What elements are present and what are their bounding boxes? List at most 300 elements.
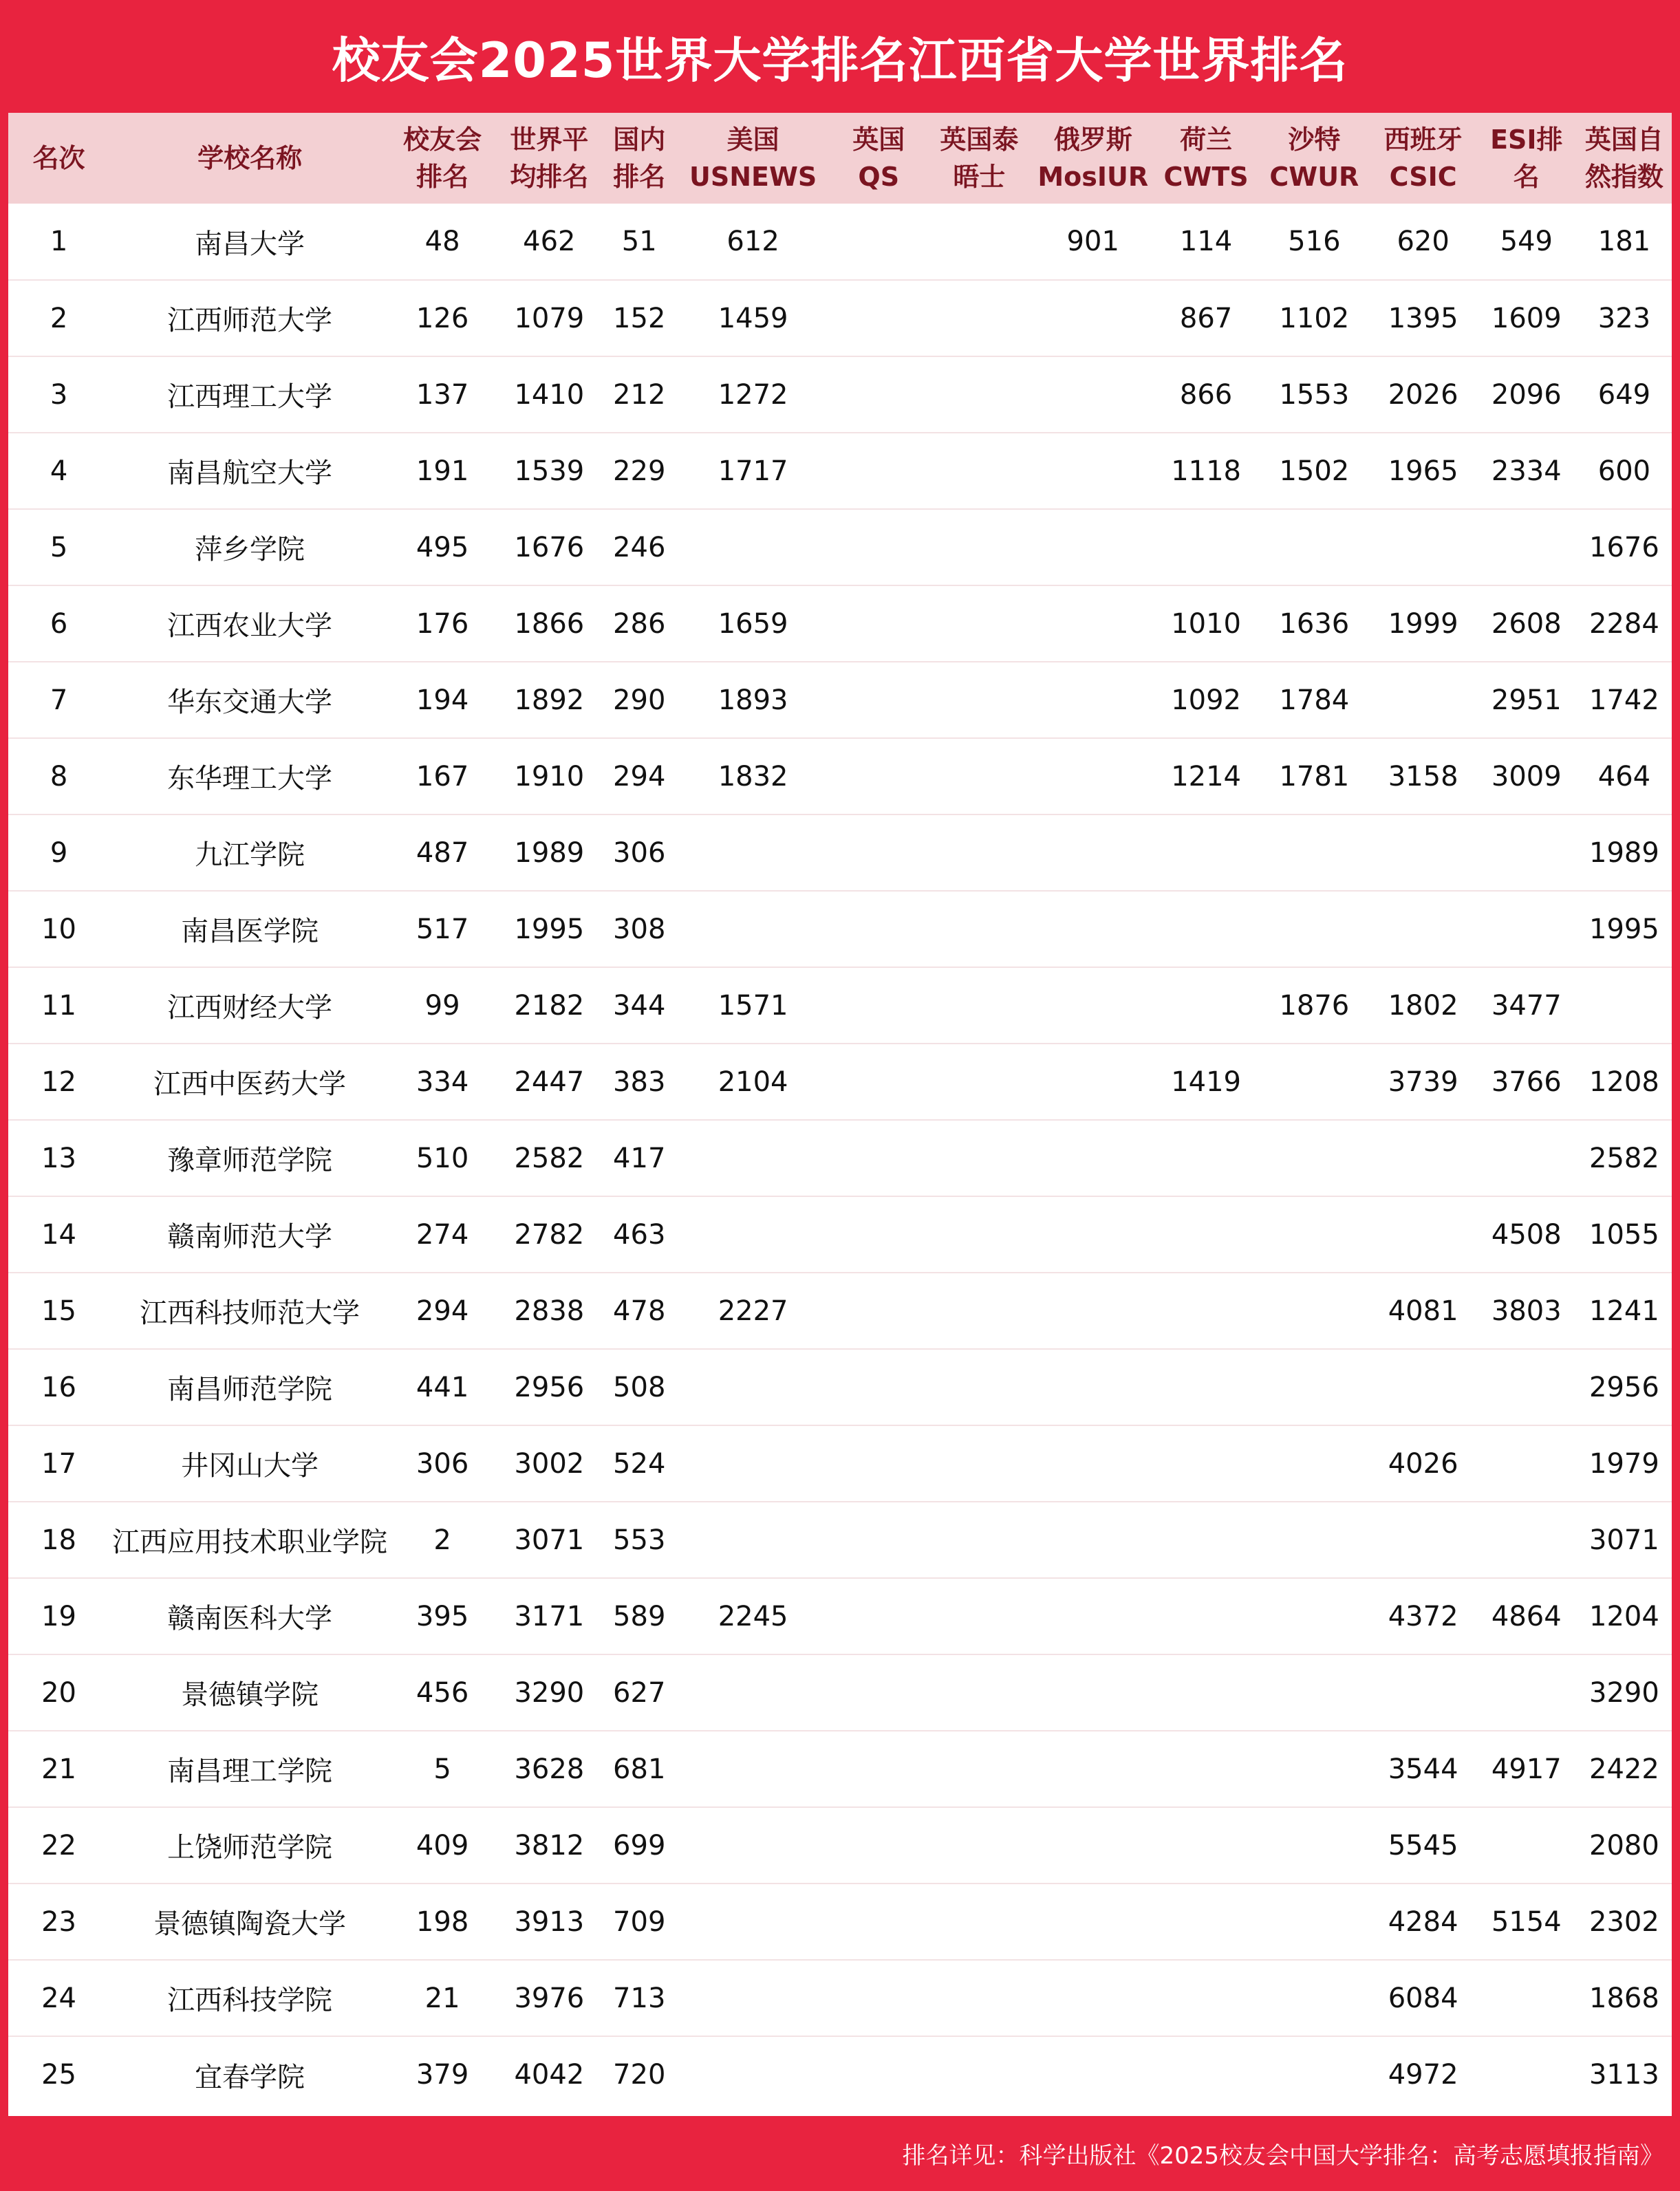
column-header-alumni-rank: 校友会 排名 <box>403 125 482 192</box>
cell-school-name: 萍乡学院 <box>195 534 305 565</box>
cell-saudi-cwur <box>1258 1578 1370 1654</box>
cell-uk-nature-index: 2302 <box>1589 1906 1659 1938</box>
table-row <box>8 1807 1672 1884</box>
column-header-saudi-cwur: 沙特 CWUR <box>1269 125 1359 192</box>
cell-us-usnews <box>675 814 831 891</box>
cell-alumni-rank: 409 <box>416 1829 469 1861</box>
cell-us-usnews: 1459 <box>718 302 788 334</box>
cell-esi-rank <box>1476 2036 1577 2113</box>
cell-school-name: 江西理工大学 <box>167 381 333 413</box>
cell-school-name: 东华理工大学 <box>167 763 333 795</box>
cell-school-name: 赣南师范大学 <box>167 1221 333 1253</box>
cell-uk-times <box>926 738 1032 814</box>
cell-spain-csic <box>1370 814 1476 891</box>
cell-us-usnews <box>675 1349 831 1425</box>
cell-uk-nature-index: 1995 <box>1589 913 1659 945</box>
cell-rank: 17 <box>41 1447 77 1480</box>
cell-domestic-rank: 553 <box>613 1524 666 1556</box>
cell-alumni-rank: 198 <box>416 1906 469 1938</box>
cell-us-usnews: 2104 <box>718 1066 788 1098</box>
cell-uk-nature-index: 464 <box>1597 760 1651 792</box>
cell-russia-mosiur <box>1032 1196 1154 1273</box>
cell-rank: 15 <box>41 1295 77 1327</box>
cell-russia-mosiur <box>1032 967 1154 1044</box>
cell-domestic-rank: 290 <box>613 684 666 716</box>
cell-rank: 14 <box>41 1218 77 1251</box>
cell-world-average-rank: 2182 <box>514 989 585 1022</box>
column-header-domestic-rank: 国内 排名 <box>613 125 666 192</box>
cell-spain-csic <box>1370 662 1476 738</box>
cell-uk-times <box>926 1578 1032 1654</box>
cell-world-average-rank: 2838 <box>514 1295 585 1327</box>
cell-us-usnews <box>675 2036 831 2113</box>
cell-world-average-rank: 1910 <box>514 760 585 792</box>
cell-uk-nature-index: 1055 <box>1589 1218 1659 1251</box>
column-header-uk-qs: 英国 QS <box>852 125 905 192</box>
cell-domestic-rank: 306 <box>613 837 666 869</box>
cell-world-average-rank: 3290 <box>514 1676 585 1709</box>
cell-esi-rank <box>1476 1960 1577 2036</box>
cell-uk-times <box>926 509 1032 585</box>
cell-netherlands-cwts <box>1154 1731 1258 1807</box>
cell-saudi-cwur: 1502 <box>1279 455 1350 487</box>
cell-alumni-rank: 274 <box>416 1218 469 1251</box>
cell-school-name: 南昌医学院 <box>181 916 319 947</box>
cell-spain-csic <box>1370 1502 1476 1578</box>
cell-domestic-rank: 417 <box>613 1142 666 1174</box>
table-row <box>8 814 1672 891</box>
cell-us-usnews <box>675 1960 831 2036</box>
cell-domestic-rank: 709 <box>613 1906 666 1938</box>
cell-russia-mosiur <box>1032 1960 1154 2036</box>
cell-rank: 4 <box>50 455 68 487</box>
cell-domestic-rank: 286 <box>613 607 666 640</box>
source-note: 排名详见：科学出版社《2025校友会中国大学排名：高考志愿填报指南》 <box>902 2142 1663 2170</box>
table-row <box>8 662 1672 738</box>
cell-domestic-rank: 463 <box>613 1218 666 1251</box>
cell-uk-qs <box>831 280 926 356</box>
cell-russia-mosiur <box>1032 280 1154 356</box>
cell-us-usnews: 2227 <box>718 1295 788 1327</box>
cell-russia-mosiur <box>1032 1044 1154 1120</box>
cell-saudi-cwur: 1781 <box>1279 760 1350 792</box>
cell-netherlands-cwts <box>1154 1120 1258 1196</box>
cell-alumni-rank: 306 <box>416 1447 469 1480</box>
cell-esi-rank <box>1476 1120 1577 1196</box>
cell-uk-nature-index: 2080 <box>1589 1829 1659 1861</box>
column-header-rank: 名次 <box>32 143 85 173</box>
cell-world-average-rank: 3002 <box>514 1447 585 1480</box>
cell-uk-qs <box>831 356 926 433</box>
cell-world-average-rank: 3812 <box>514 1829 585 1861</box>
cell-domestic-rank: 524 <box>613 1447 666 1480</box>
cell-rank: 12 <box>41 1066 77 1098</box>
cell-esi-rank: 3477 <box>1491 989 1562 1022</box>
cell-domestic-rank: 713 <box>613 1982 666 2014</box>
cell-rank: 9 <box>50 837 68 869</box>
cell-alumni-rank: 487 <box>416 837 469 869</box>
cell-world-average-rank: 3913 <box>514 1906 585 1938</box>
cell-rank: 21 <box>41 1753 77 1785</box>
column-header-us-usnews: 美国 USNEWS <box>689 125 817 192</box>
cell-uk-times <box>926 204 1032 280</box>
cell-domestic-rank: 508 <box>613 1371 666 1403</box>
cell-spain-csic: 4372 <box>1388 1600 1458 1632</box>
ranking-table-panel <box>8 113 1672 2116</box>
cell-spain-csic: 2026 <box>1388 378 1458 411</box>
cell-rank: 16 <box>41 1371 77 1403</box>
cell-spain-csic: 3544 <box>1388 1753 1458 1785</box>
table-row <box>8 509 1672 585</box>
cell-netherlands-cwts <box>1154 967 1258 1044</box>
ranking-table <box>8 113 1672 2113</box>
cell-uk-qs <box>831 814 926 891</box>
cell-russia-mosiur <box>1032 433 1154 509</box>
cell-uk-nature-index: 2422 <box>1589 1753 1659 1785</box>
cell-uk-times <box>926 1807 1032 1884</box>
cell-russia-mosiur <box>1032 1349 1154 1425</box>
cell-esi-rank <box>1476 814 1577 891</box>
cell-russia-mosiur <box>1032 1425 1154 1502</box>
cell-saudi-cwur <box>1258 1044 1370 1120</box>
cell-uk-times <box>926 662 1032 738</box>
cell-spain-csic: 4026 <box>1388 1447 1458 1480</box>
cell-uk-nature-index: 649 <box>1597 378 1651 411</box>
cell-uk-times <box>926 967 1032 1044</box>
cell-spain-csic: 4972 <box>1388 2059 1458 2091</box>
cell-uk-qs <box>831 585 926 662</box>
cell-us-usnews <box>675 1731 831 1807</box>
cell-world-average-rank: 2782 <box>514 1218 585 1251</box>
cell-us-usnews: 1832 <box>718 760 788 792</box>
table-row <box>8 585 1672 662</box>
cell-saudi-cwur <box>1258 814 1370 891</box>
cell-world-average-rank: 4042 <box>514 2059 585 2091</box>
cell-rank: 13 <box>41 1142 77 1174</box>
table-row <box>8 280 1672 356</box>
cell-us-usnews: 1272 <box>718 378 788 411</box>
cell-alumni-rank: 517 <box>416 913 469 945</box>
cell-netherlands-cwts: 114 <box>1179 226 1233 257</box>
cell-domestic-rank: 383 <box>613 1066 666 1098</box>
cell-rank: 22 <box>41 1829 77 1861</box>
cell-uk-qs <box>831 1578 926 1654</box>
cell-uk-qs <box>831 1884 926 1960</box>
cell-uk-nature-index: 2956 <box>1589 1371 1659 1403</box>
cell-esi-rank: 3009 <box>1491 760 1562 792</box>
cell-uk-qs <box>831 967 926 1044</box>
cell-school-name: 上饶师范学院 <box>167 1832 333 1864</box>
cell-uk-qs <box>831 1654 926 1731</box>
cell-netherlands-cwts <box>1154 1502 1258 1578</box>
cell-school-name: 江西科技学院 <box>167 1985 333 2016</box>
cell-uk-qs <box>831 738 926 814</box>
cell-us-usnews: 2245 <box>718 1600 788 1632</box>
cell-spain-csic: 4081 <box>1388 1295 1458 1327</box>
cell-school-name: 景德镇陶瓷大学 <box>153 1908 347 1940</box>
cell-uk-times <box>926 280 1032 356</box>
cell-domestic-rank: 681 <box>613 1753 666 1785</box>
cell-school-name: 江西财经大学 <box>167 992 333 1024</box>
cell-saudi-cwur: 1553 <box>1279 378 1350 411</box>
cell-uk-times <box>926 1502 1032 1578</box>
cell-uk-times <box>926 1960 1032 2036</box>
cell-domestic-rank: 589 <box>613 1600 666 1632</box>
cell-russia-mosiur <box>1032 1273 1154 1349</box>
cell-rank: 6 <box>50 607 68 640</box>
cell-uk-qs <box>831 1044 926 1120</box>
cell-saudi-cwur <box>1258 1196 1370 1273</box>
cell-russia-mosiur <box>1032 814 1154 891</box>
cell-uk-qs <box>831 204 926 280</box>
cell-saudi-cwur <box>1258 509 1370 585</box>
cell-netherlands-cwts <box>1154 1654 1258 1731</box>
table-body <box>8 204 1672 2113</box>
cell-us-usnews <box>675 1884 831 1960</box>
cell-spain-csic: 5545 <box>1388 1829 1458 1861</box>
cell-domestic-rank: 720 <box>613 2059 666 2091</box>
cell-esi-rank <box>1476 891 1577 967</box>
cell-rank: 2 <box>50 302 68 334</box>
cell-uk-qs <box>831 1273 926 1349</box>
cell-rank: 7 <box>50 684 68 716</box>
cell-alumni-rank: 5 <box>433 1753 451 1785</box>
cell-uk-nature-index: 323 <box>1597 302 1651 334</box>
cell-world-average-rank: 1410 <box>514 378 585 411</box>
cell-netherlands-cwts: 1010 <box>1171 607 1241 640</box>
cell-spain-csic <box>1370 1349 1476 1425</box>
cell-saudi-cwur <box>1258 1884 1370 1960</box>
cell-esi-rank: 4864 <box>1491 1600 1562 1632</box>
cell-russia-mosiur <box>1032 509 1154 585</box>
cell-uk-nature-index: 600 <box>1597 455 1651 487</box>
cell-world-average-rank: 1995 <box>514 913 585 945</box>
cell-school-name: 江西师范大学 <box>167 305 333 336</box>
cell-us-usnews <box>675 509 831 585</box>
table-row <box>8 891 1672 967</box>
cell-spain-csic <box>1370 509 1476 585</box>
cell-uk-times <box>926 1349 1032 1425</box>
cell-school-name: 宜春学院 <box>195 2061 305 2093</box>
cell-alumni-rank: 334 <box>416 1066 469 1098</box>
cell-domestic-rank: 51 <box>621 226 657 257</box>
cell-uk-times <box>926 1654 1032 1731</box>
cell-alumni-rank: 456 <box>416 1676 469 1709</box>
cell-saudi-cwur <box>1258 1425 1370 1502</box>
cell-us-usnews: 1717 <box>718 455 788 487</box>
column-header-spain-csic: 西班牙 CSIC <box>1383 125 1463 192</box>
cell-uk-qs <box>831 1731 926 1807</box>
cell-world-average-rank: 2582 <box>514 1142 585 1174</box>
cell-domestic-rank: 246 <box>613 531 666 563</box>
cell-saudi-cwur <box>1258 1960 1370 2036</box>
table-row <box>8 738 1672 814</box>
cell-uk-qs <box>831 433 926 509</box>
cell-alumni-rank: 48 <box>424 226 460 257</box>
cell-world-average-rank: 1676 <box>514 531 585 563</box>
cell-esi-rank: 2951 <box>1491 684 1562 716</box>
cell-netherlands-cwts <box>1154 2036 1258 2113</box>
page-title: 校友会2025世界大学排名江西省大学世界排名 <box>332 32 1348 89</box>
cell-uk-times <box>926 1884 1032 1960</box>
cell-rank: 3 <box>50 378 68 411</box>
cell-uk-times <box>926 1044 1032 1120</box>
cell-uk-qs <box>831 2036 926 2113</box>
table-row <box>8 1654 1672 1731</box>
cell-world-average-rank: 2956 <box>514 1371 585 1403</box>
table-row <box>8 1196 1672 1273</box>
cell-saudi-cwur <box>1258 891 1370 967</box>
cell-uk-times <box>926 1273 1032 1349</box>
cell-us-usnews: 1659 <box>718 607 788 640</box>
cell-uk-nature-index: 181 <box>1597 226 1651 257</box>
cell-school-name: 九江学院 <box>195 839 305 871</box>
cell-russia-mosiur <box>1032 891 1154 967</box>
cell-school-name: 华东交通大学 <box>167 687 333 718</box>
table-row <box>8 1044 1672 1120</box>
cell-alumni-rank: 191 <box>416 455 469 487</box>
cell-uk-nature-index: 3071 <box>1589 1524 1659 1556</box>
table-row <box>8 1349 1672 1425</box>
cell-spain-csic: 1999 <box>1388 607 1458 640</box>
cell-esi-rank: 3803 <box>1491 1295 1562 1327</box>
table-row <box>8 204 1672 280</box>
cell-uk-nature-index: 1868 <box>1589 1982 1659 2014</box>
cell-saudi-cwur <box>1258 1349 1370 1425</box>
cell-us-usnews <box>675 1807 831 1884</box>
cell-russia-mosiur <box>1032 1807 1154 1884</box>
cell-alumni-rank: 126 <box>416 302 469 334</box>
cell-russia-mosiur <box>1032 356 1154 433</box>
cell-rank: 18 <box>41 1524 77 1556</box>
cell-uk-nature-index: 1742 <box>1589 684 1659 716</box>
cell-esi-rank <box>1476 1425 1577 1502</box>
cell-esi-rank <box>1476 509 1577 585</box>
cell-domestic-rank: 152 <box>613 302 666 334</box>
cell-school-name: 南昌师范学院 <box>167 1374 333 1405</box>
cell-esi-rank: 4917 <box>1491 1753 1562 1785</box>
cell-esi-rank: 2096 <box>1491 378 1562 411</box>
cell-russia-mosiur <box>1032 1731 1154 1807</box>
cell-uk-nature-index: 1979 <box>1589 1447 1659 1480</box>
table-row <box>8 1960 1672 2036</box>
table-row <box>8 1120 1672 1196</box>
cell-saudi-cwur: 1784 <box>1279 684 1350 716</box>
cell-spain-csic <box>1370 1196 1476 1273</box>
cell-uk-nature-index: 2284 <box>1589 607 1659 640</box>
cell-uk-qs <box>831 509 926 585</box>
cell-uk-qs <box>831 1196 926 1273</box>
cell-spain-csic: 1395 <box>1388 302 1458 334</box>
cell-esi-rank <box>1476 1502 1577 1578</box>
table-row <box>8 1425 1672 1502</box>
cell-spain-csic: 620 <box>1397 226 1450 257</box>
column-header-uk-times: 英国泰 晤士 <box>940 125 1019 192</box>
cell-alumni-rank: 441 <box>416 1371 469 1403</box>
cell-school-name: 江西科技师范大学 <box>140 1297 360 1329</box>
cell-uk-qs <box>831 1425 926 1502</box>
cell-netherlands-cwts <box>1154 891 1258 967</box>
cell-alumni-rank: 495 <box>416 531 469 563</box>
cell-world-average-rank: 462 <box>523 226 576 257</box>
cell-uk-qs <box>831 1960 926 2036</box>
cell-uk-times <box>926 2036 1032 2113</box>
table-row <box>8 1731 1672 1807</box>
cell-spain-csic: 1965 <box>1388 455 1458 487</box>
cell-esi-rank: 3766 <box>1491 1066 1562 1098</box>
cell-us-usnews <box>675 1120 831 1196</box>
cell-domestic-rank: 344 <box>613 989 666 1022</box>
column-header-esi-rank: ESI排 名 <box>1490 125 1563 192</box>
cell-rank: 23 <box>41 1906 77 1938</box>
cell-uk-qs <box>831 1502 926 1578</box>
cell-us-usnews <box>675 1196 831 1273</box>
cell-russia-mosiur <box>1032 1502 1154 1578</box>
cell-russia-mosiur <box>1032 585 1154 662</box>
cell-saudi-cwur: 516 <box>1288 226 1341 257</box>
cell-rank: 10 <box>41 913 77 945</box>
cell-uk-times <box>926 1120 1032 1196</box>
table-row <box>8 967 1672 1044</box>
cell-saudi-cwur <box>1258 1731 1370 1807</box>
cell-world-average-rank: 1892 <box>514 684 585 716</box>
cell-domestic-rank: 229 <box>613 455 666 487</box>
cell-netherlands-cwts: 1118 <box>1171 455 1241 487</box>
cell-spain-csic <box>1370 1654 1476 1731</box>
cell-spain-csic: 1802 <box>1388 989 1458 1022</box>
cell-spain-csic: 3739 <box>1388 1066 1458 1098</box>
cell-uk-nature-index: 3290 <box>1589 1676 1659 1709</box>
cell-uk-nature-index: 1208 <box>1589 1066 1659 1098</box>
cell-uk-nature-index: 1676 <box>1589 531 1659 563</box>
column-header-russia-mosiur: 俄罗斯 MosIUR <box>1037 125 1149 192</box>
cell-netherlands-cwts <box>1154 1578 1258 1654</box>
cell-world-average-rank: 3976 <box>514 1982 585 2014</box>
cell-world-average-rank: 1539 <box>514 455 585 487</box>
table-row <box>8 1502 1672 1578</box>
column-header-netherlands-cwts: 荷兰 CWTS <box>1163 125 1249 192</box>
cell-school-name: 豫章师范学院 <box>167 1145 333 1176</box>
cell-alumni-rank: 21 <box>424 1982 460 2014</box>
column-header-uk-nature-index: 英国自 然指数 <box>1584 125 1663 192</box>
table-row <box>8 356 1672 433</box>
cell-saudi-cwur: 1876 <box>1279 989 1350 1022</box>
cell-esi-rank <box>1476 1349 1577 1425</box>
cell-rank: 20 <box>41 1676 77 1709</box>
cell-us-usnews <box>675 1654 831 1731</box>
cell-domestic-rank: 627 <box>613 1676 666 1709</box>
footer-bar <box>0 2116 1680 2191</box>
cell-world-average-rank: 1866 <box>514 607 585 640</box>
cell-esi-rank: 5154 <box>1491 1906 1562 1938</box>
cell-alumni-rank: 99 <box>424 989 460 1022</box>
cell-uk-nature-index: 1241 <box>1589 1295 1659 1327</box>
cell-netherlands-cwts: 1092 <box>1171 684 1241 716</box>
cell-us-usnews: 612 <box>726 226 779 257</box>
cell-russia-mosiur <box>1032 1578 1154 1654</box>
cell-school-name: 南昌理工学院 <box>167 1756 333 1787</box>
cell-alumni-rank: 395 <box>416 1600 469 1632</box>
cell-us-usnews: 1893 <box>718 684 788 716</box>
cell-uk-nature-index: 1989 <box>1589 837 1659 869</box>
cell-rank: 25 <box>41 2059 77 2091</box>
cell-netherlands-cwts: 1419 <box>1171 1066 1241 1098</box>
title-bar <box>0 0 1680 113</box>
cell-alumni-rank: 510 <box>416 1142 469 1174</box>
cell-rank: 5 <box>50 531 68 563</box>
cell-netherlands-cwts <box>1154 814 1258 891</box>
cell-netherlands-cwts <box>1154 1273 1258 1349</box>
